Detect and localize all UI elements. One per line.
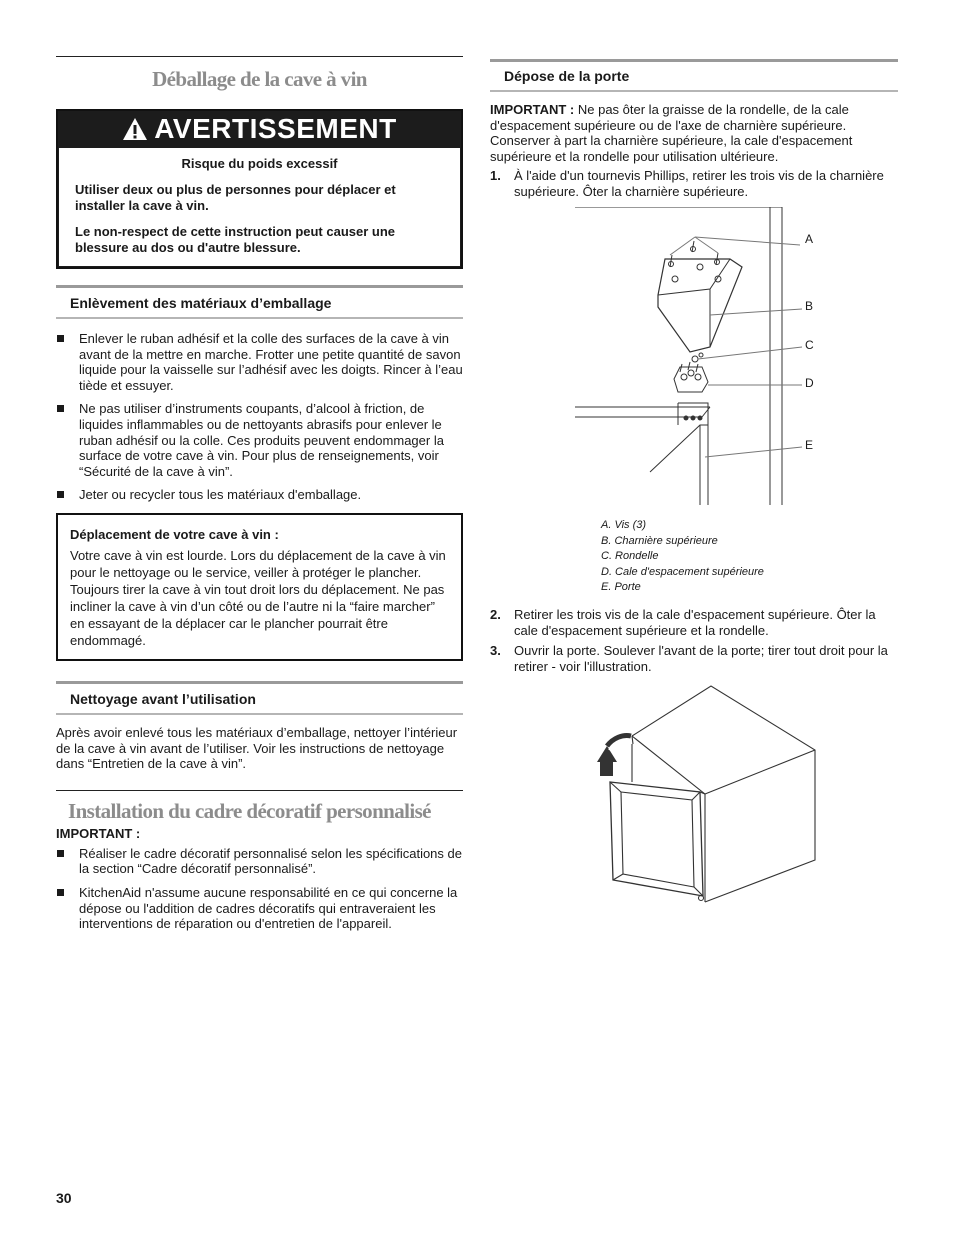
label-b: B [805,299,814,313]
section-title-install: Installation du cadre décoratif personnalisé [56,790,463,824]
packing-list [56,331,463,503]
left-column [56,56,463,940]
door-important-paragraph [490,102,898,164]
hinge-diagram [570,207,820,507]
legend-item: C. Rondelle [601,550,659,563]
bullet-square-icon [57,405,64,412]
install-list [56,846,463,932]
warning-risk: Risque du poids excessif [181,156,338,171]
warning-box [56,109,463,269]
important-label: IMPORTANT : [490,102,575,117]
install-important: IMPORTANT : [56,825,141,841]
warning-body [58,147,461,267]
legend-item: D. Cale d'espacement supérieure [601,565,764,578]
bullet-square-icon [57,850,64,857]
steps-list-2 [490,607,898,679]
packing-heading: Enlèvement des matériaux d’emballage [56,285,463,319]
step-text: Retirer les trois vis de la cale d'espacement supérieure. Ôter la cale d'espacement supérieure et la rondelle. [514,607,876,638]
list-item [56,885,463,932]
step-item [490,168,898,199]
list-item-text: Ne pas utiliser d’instruments coupants, d’alcool à friction, de liquides inflammables ou de nettoyants abrasifs pour enlever le ruban adhésif ou la colle. Ces produits peuvent endommager la surface de votre cave à vin. Pour plus de renseignements, voir “Sécurité de la cave à vin”. [79,401,444,479]
list-item-text: KitchenAid n'assume aucune responsabilité en ce qui concerne la dépose ou l'addition de cadres décoratifs qui entraveraient les interventions de réparation ou d'entretien de l'appareil. [79,884,458,932]
step-text: Ouvrir la porte. Soulever l'avant de la porte; tirer tout droit pour la retirer - voir l'illustration. [514,643,888,674]
moving-note-text: Votre cave à vin est lourde. Lors du déplacement de la cave à vin pour le nettoyage ou le service, veiller à protéger le plancher. Toujours tirer la cave à vin tout droit lors du déplacement. Ne pas incliner la cave à vin d’un côté ou de l’autre ni la “faire marcher” en essayant de la déplacer car le plancher pourrait être endommagé. [70,547,446,648]
important-text: Ne pas ôter la graisse de la rondelle, de la cale d'espacement supérieure ou de l'axe de charnière supérieure. Conserver à part la charnière supérieure, la cale d'espacement supérieure et la rondelle pour utilisation ultérieure. [490,102,853,164]
label-d: D [805,376,814,390]
warning-line-2: Le non-respect de cette instruction peut causer une blessure au dos ou d'autre blessure. [75,224,396,255]
step-item [490,607,898,638]
right-column [490,59,898,205]
door-removal-heading: Dépose de la porte [490,59,898,92]
label-e: E [805,438,814,452]
cleaning-heading: Nettoyage avant l’utilisation [56,681,463,715]
moving-note-box [56,513,463,661]
list-item-text: Réaliser le cadre décoratif personnalisé selon les spécifications de la section “Cadre décoratif personnalisé”. [79,845,462,877]
list-item [56,331,463,393]
bullet-square-icon [57,889,64,896]
hinge-legend [601,518,764,596]
bullet-square-icon [57,491,64,498]
legend-item: A. Vis (3) [601,519,647,531]
steps-list-1 [490,168,898,199]
list-item [56,487,463,503]
legend-item: E. Porte [601,581,641,594]
warning-line-1: Utiliser deux ou plus de personnes pour déplacer et installer la cave à vin. [75,182,396,213]
warning-triangle-icon [122,117,148,141]
step-number: 3. [490,643,501,659]
door-lift-diagram [595,684,825,906]
list-item-text: Jeter ou recycler tous les matériaux d'emballage. [79,487,362,503]
page-number: 30 [56,1190,72,1206]
list-item [56,846,463,877]
label-a: A [805,232,814,246]
list-item-text: Enlever le ruban adhésif et la colle des surfaces de la cave à vin avant de la mettre en marche. Frotter une petite quantité de savon liquide pour la vaisselle sur l’adhésif avec les doigts. Rincer à l’eau tiède et essuyer. [79,331,463,393]
label-c: C [805,338,814,352]
warning-header-text: AVERTISSEMENT [154,113,397,144]
list-item [56,401,463,479]
cleaning-text: Après avoir enlevé tous les matériaux d’emballage, nettoyer l’intérieur de la cave à vin avant de l’utiliser. Voir les instructions de nettoyage dans “Entretien de la cave à vin”. [56,724,458,772]
step-item [490,643,898,674]
step-number: 1. [490,168,501,184]
legend-item: B. Charnière supérieure [601,534,718,547]
step-text: À l'aide d'un tournevis Phillips, retirer les trois vis de la charnière supérieure. Ôter la charnière supérieure. [514,168,884,199]
warning-header [58,111,461,147]
section-title-unpacking: Déballage de la cave à vin [152,67,367,91]
bullet-square-icon [57,335,64,342]
step-number: 2. [490,607,501,622]
moving-note-title: Déplacement de votre cave à vin : [70,526,279,542]
steps-list-2-items [490,607,898,674]
